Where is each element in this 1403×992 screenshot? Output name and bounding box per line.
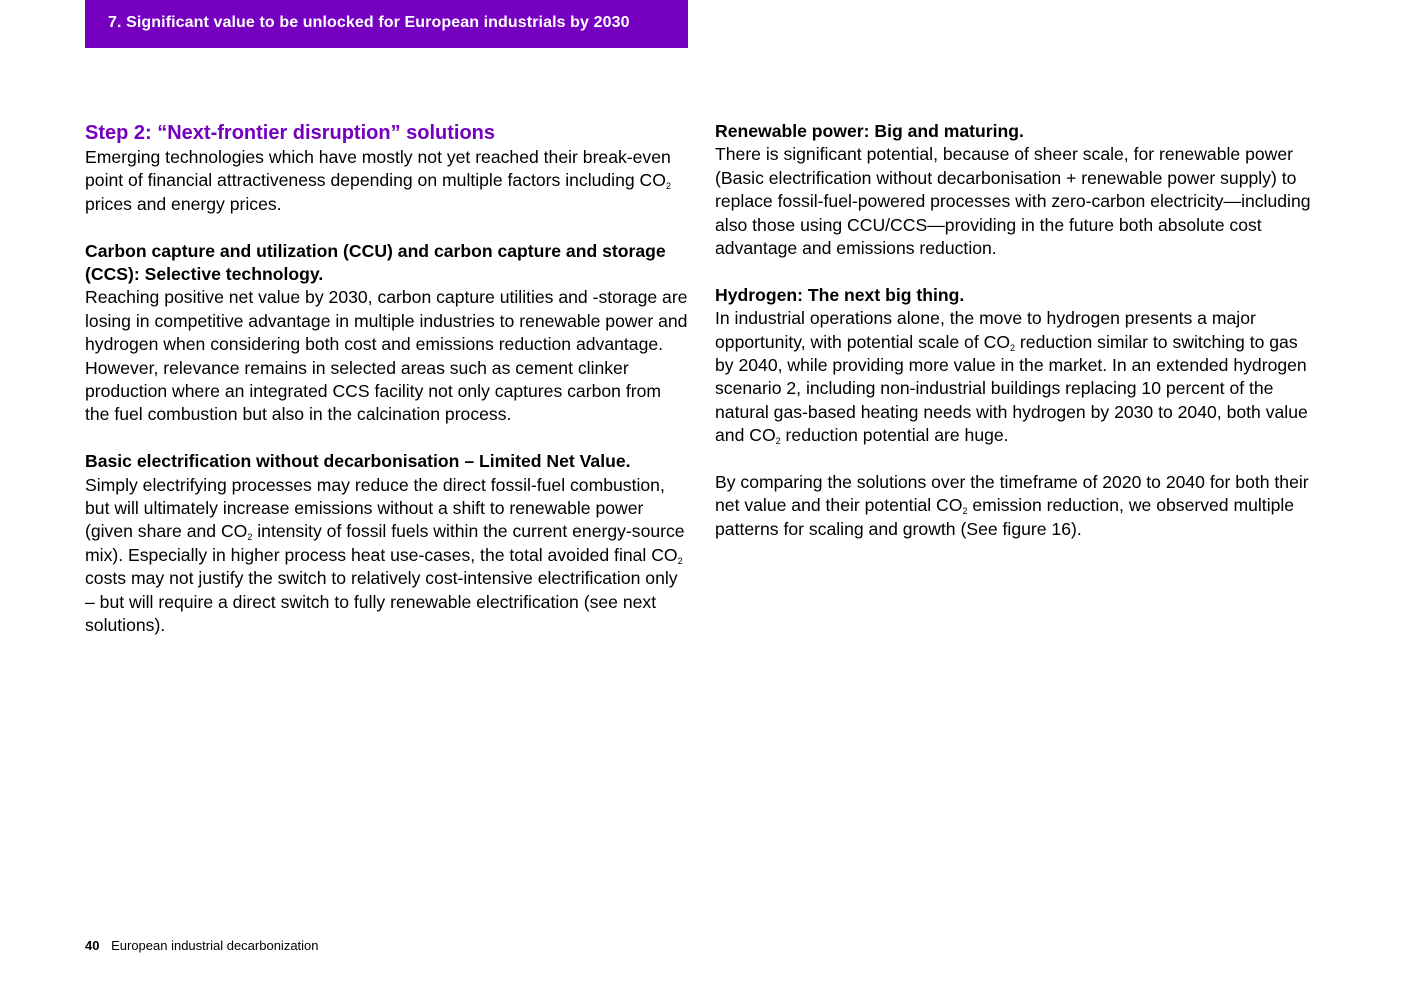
step-title: Step 2: “Next-frontier disruption” solutions xyxy=(85,122,496,144)
section-title: 7. Significant value to be unlocked for European industrials by 2030 xyxy=(108,14,630,31)
footer-title: European industrial decarbonization xyxy=(111,938,319,953)
right-column xyxy=(715,120,1315,541)
ccu-body: Reaching positive net value by 2030, carbon capture utilities and -storage are losing in competitive advantage in multiple industries to renewable power and hydrogen when considering both cost and emissions reduction advantage. However, relevance remains in selected areas such as cement clinker production where an integrated CCS facility not only captures carbon from the fuel combustion but also in the calcination process. xyxy=(85,287,688,425)
renewable-heading: Renewable power: Big and maturing. xyxy=(715,121,1024,141)
left-column xyxy=(85,120,690,638)
page-number: 40 xyxy=(85,938,100,953)
renewable-body: There is significant potential, because of sheer scale, for renewable power (Basic electrification without decarbonisation + renewable power supply) to replace fossil-fuel-powered processes with zero-carbon electricity—including also those using CCU/CCS—providing in the future both absolute cost advantage and emissions reduction. xyxy=(715,144,1311,259)
ccu-heading: Carbon capture and utilization (CCU) and carbon capture and storage (CCS): Selective technology. xyxy=(85,240,666,285)
page-footer xyxy=(85,938,319,953)
comparison-paragraph: By comparing the solutions over the timeframe of 2020 to 2040 for both their net value and their potential $CO_2$ emission reduction, we observed multiple patterns for scaling and growth (See figure 16). xyxy=(715,472,1309,539)
electrification-body: Simply electrifying processes may reduce the direct fossil-fuel combustion, but will ultimately increase emissions without a shift to renewable power (given share and $CO_2$ intensity of fossil fuels within the current energy-source mix). Especially in higher process heat use-cases, the total avoided final $CO_2$ costs may not justify the switch to relatively cost-intensive electrification only – but will require a direct switch to fully renewable electrification (see next solutions). xyxy=(85,474,685,636)
intro-paragraph: Emerging technologies which have mostly not yet reached their break-even point of financial attractiveness depending on multiple factors including $CO_2$ prices and energy prices. xyxy=(85,147,671,214)
hydrogen-heading: Hydrogen: The next big thing. xyxy=(715,284,965,305)
electrification-heading: Basic electrification without decarbonisation – Limited Net Value. xyxy=(85,451,631,472)
hydrogen-body: In industrial operations alone, the move to hydrogen presents a major opportunity, with potential scale of $CO_2$ reduction similar to switching to gas by 2040, while providing more value in the market. In an extended hydrogen scenario 2, including non-industrial buildings replacing 10 percent of the natural gas-based heating needs with hydrogen by 2030 to 2040, both value and $CO_2$ reduction potential are huge. xyxy=(715,308,1308,447)
section-banner xyxy=(85,0,688,48)
